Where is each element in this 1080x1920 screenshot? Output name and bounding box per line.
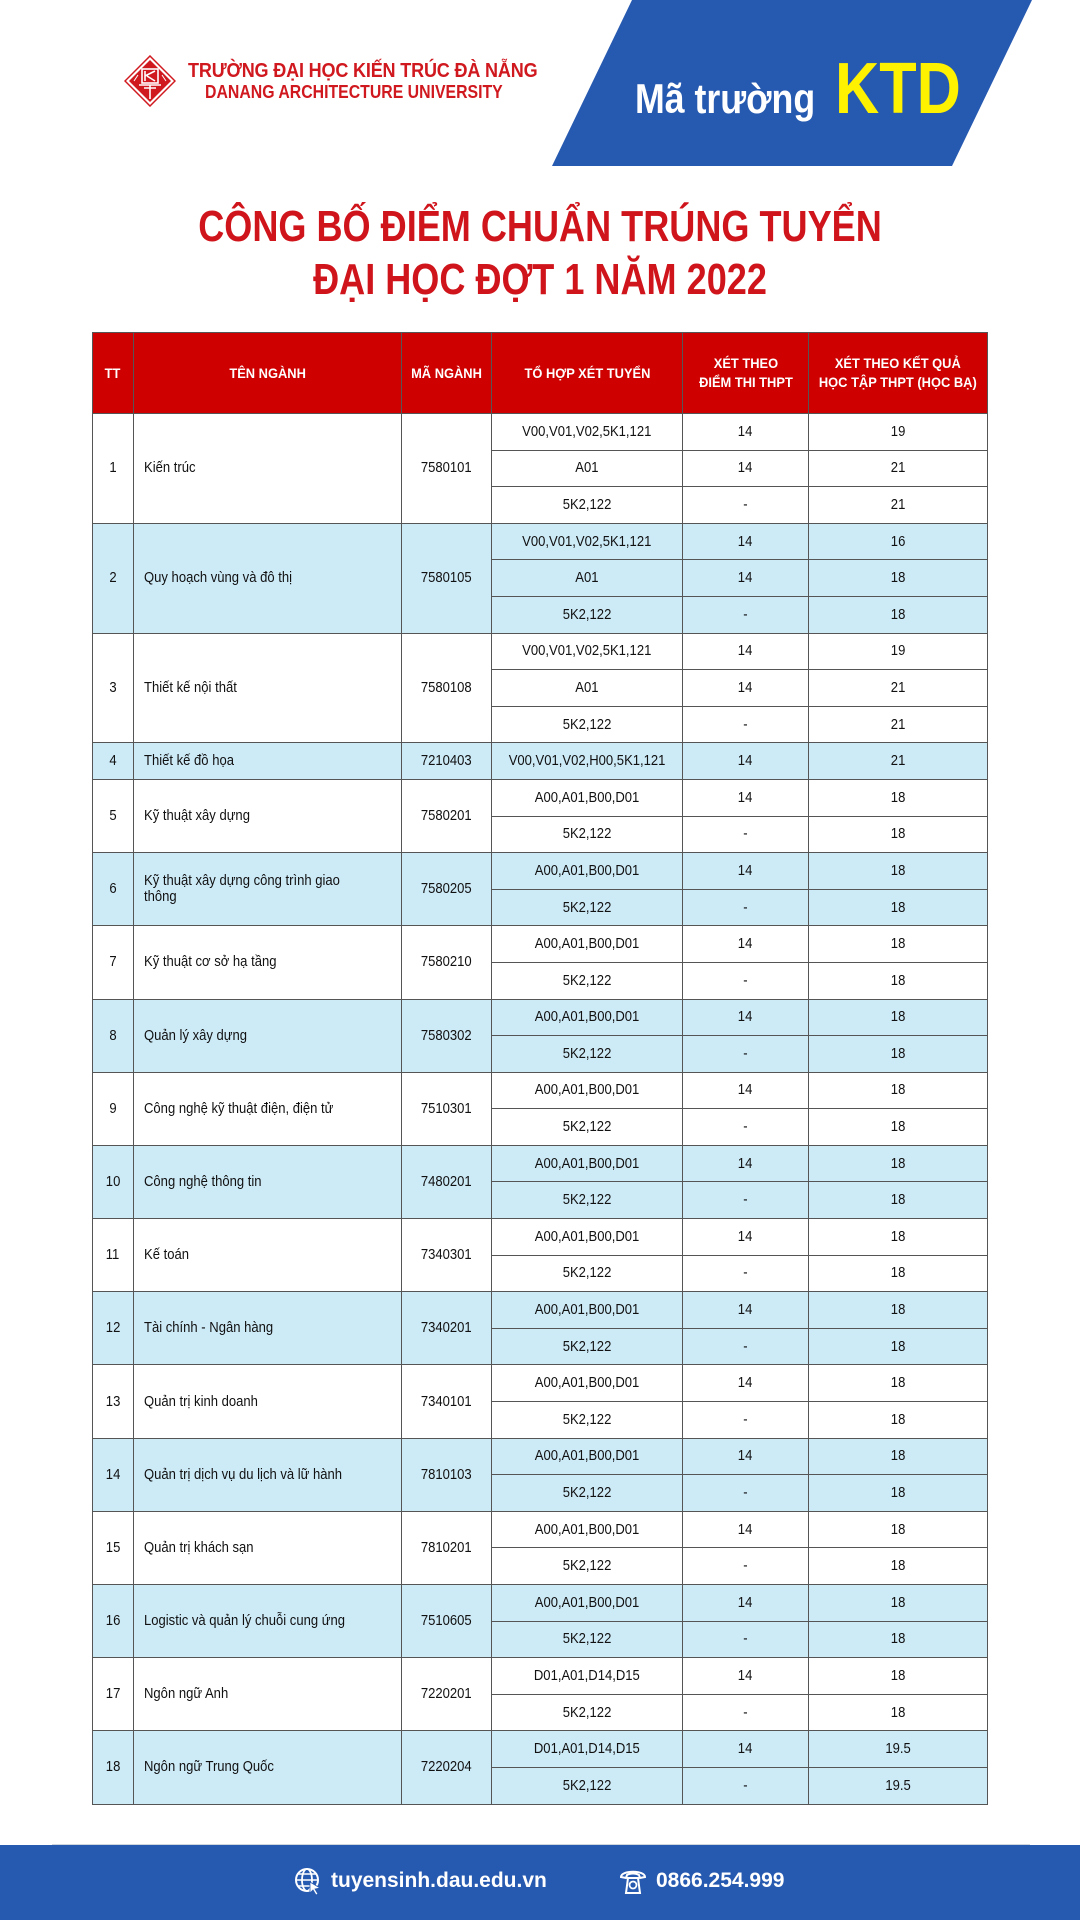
website-link[interactable]: tuyensinh.dau.edu.vn — [331, 1869, 547, 1892]
subject-combo: 5K2,122 — [492, 596, 683, 633]
hocba-score: 18 — [809, 596, 988, 633]
major-code: 7810103 — [402, 1438, 492, 1511]
subject-combo: V00,V01,V02,5K1,121 — [492, 414, 683, 451]
hocba-score: 18 — [809, 1585, 988, 1622]
row-number: 1 — [93, 414, 134, 524]
major-code: 7580210 — [402, 926, 492, 999]
thpt-score: 14 — [683, 670, 809, 707]
table-row — [93, 1219, 988, 1256]
thpt-score: 14 — [683, 1438, 809, 1475]
thpt-score: 14 — [683, 414, 809, 451]
subject-combo: 5K2,122 — [492, 1548, 683, 1585]
major-name: Kỹ thuật xây dựng công trình giao thông — [134, 853, 402, 926]
hocba-score: 18 — [809, 1072, 988, 1109]
thpt-score: 14 — [683, 1219, 809, 1256]
footer-phone[interactable] — [618, 1866, 784, 1896]
hocba-score: 18 — [809, 1621, 988, 1658]
hocba-score: 18 — [809, 779, 988, 816]
thpt-score: - — [683, 889, 809, 926]
thpt-score: - — [683, 1402, 809, 1439]
thpt-score: 14 — [683, 743, 809, 780]
table-row — [93, 633, 988, 670]
table-row — [93, 1292, 988, 1329]
row-number: 5 — [93, 779, 134, 852]
subject-combo: A00,A01,B00,D01 — [492, 1292, 683, 1329]
thpt-score: 14 — [683, 999, 809, 1036]
major-name: Công nghệ thông tin — [134, 1145, 402, 1218]
row-number: 4 — [93, 743, 134, 780]
thpt-score: 14 — [683, 1365, 809, 1402]
thpt-score: - — [683, 1328, 809, 1365]
thpt-score: - — [683, 962, 809, 999]
hocba-score: 21 — [809, 670, 988, 707]
school-code-block — [635, 48, 983, 130]
subject-combo: 5K2,122 — [492, 1767, 683, 1804]
thpt-score: 14 — [683, 1072, 809, 1109]
title-line-1: CÔNG BỐ ĐIỂM CHUẨN TRÚNG TUYỂN — [198, 202, 882, 251]
thpt-score: 14 — [683, 1145, 809, 1182]
university-logo-block — [124, 55, 585, 107]
hocba-score: 18 — [809, 1402, 988, 1439]
header-thpt-score: XÉT THEO ĐIỂM THI THPT — [683, 333, 809, 414]
thpt-score: - — [683, 1548, 809, 1585]
table-row — [93, 414, 988, 451]
row-number: 15 — [93, 1511, 134, 1584]
major-name: Logistic và quản lý chuỗi cung ứng — [134, 1585, 402, 1658]
table-row — [93, 779, 988, 816]
subject-combo: A00,A01,B00,D01 — [492, 1072, 683, 1109]
subject-combo: 5K2,122 — [492, 1109, 683, 1146]
major-code: 7340201 — [402, 1292, 492, 1365]
thpt-score: 14 — [683, 450, 809, 487]
hocba-score: 18 — [809, 1255, 988, 1292]
major-name: Kế toán — [134, 1219, 402, 1292]
subject-combo: 5K2,122 — [492, 1328, 683, 1365]
hocba-score: 19.5 — [809, 1731, 988, 1768]
row-number: 18 — [93, 1731, 134, 1804]
subject-combo: A00,A01,B00,D01 — [492, 1585, 683, 1622]
row-number: 12 — [93, 1292, 134, 1365]
thpt-score: 14 — [683, 1658, 809, 1695]
row-number: 13 — [93, 1365, 134, 1438]
hocba-score: 19.5 — [809, 1767, 988, 1804]
major-code: 7210403 — [402, 743, 492, 780]
hocba-score: 18 — [809, 1694, 988, 1731]
table-row — [93, 1585, 988, 1622]
thpt-score: 14 — [683, 926, 809, 963]
major-name: Quản trị khách sạn — [134, 1511, 402, 1584]
hocba-score: 18 — [809, 1548, 988, 1585]
subject-combo: 5K2,122 — [492, 1182, 683, 1219]
subject-combo: 5K2,122 — [492, 962, 683, 999]
subject-combo: 5K2,122 — [492, 1621, 683, 1658]
hocba-score: 18 — [809, 853, 988, 890]
subject-combo: 5K2,122 — [492, 1402, 683, 1439]
header-major-name: TÊN NGÀNH — [134, 333, 402, 414]
thpt-score: - — [683, 1109, 809, 1146]
school-code-label: Mã trường — [635, 75, 816, 122]
table-row — [93, 1438, 988, 1475]
subject-combo: A00,A01,B00,D01 — [492, 1511, 683, 1548]
phone-number[interactable]: 0866.254.999 — [656, 1869, 785, 1892]
hocba-score: 18 — [809, 962, 988, 999]
subject-combo: V00,V01,V02,H00,5K1,121 — [492, 743, 683, 780]
row-number: 9 — [93, 1072, 134, 1145]
major-code: 7580108 — [402, 633, 492, 743]
subject-combo: A00,A01,B00,D01 — [492, 1219, 683, 1256]
hocba-score: 18 — [809, 1658, 988, 1695]
major-name: Quản trị kinh doanh — [134, 1365, 402, 1438]
subject-combo: A01 — [492, 450, 683, 487]
row-number: 3 — [93, 633, 134, 743]
hocba-score: 18 — [809, 1182, 988, 1219]
table-row — [93, 853, 988, 890]
table-row — [93, 1365, 988, 1402]
row-number: 6 — [93, 853, 134, 926]
header-major-code: MÃ NGÀNH — [402, 333, 492, 414]
subject-combo: A00,A01,B00,D01 — [492, 779, 683, 816]
hocba-score: 18 — [809, 1109, 988, 1146]
thpt-score: - — [683, 1621, 809, 1658]
table-body — [93, 414, 988, 1805]
hocba-score: 16 — [809, 523, 988, 560]
row-number: 10 — [93, 1145, 134, 1218]
hocba-score: 18 — [809, 926, 988, 963]
thpt-score: 14 — [683, 853, 809, 890]
table-row — [93, 1731, 988, 1768]
telephone-icon — [618, 1866, 648, 1896]
page-title — [0, 200, 1080, 306]
subject-combo: D01,A01,D14,D15 — [492, 1731, 683, 1768]
hocba-score: 21 — [809, 450, 988, 487]
subject-combo: 5K2,122 — [492, 487, 683, 524]
hocba-score: 18 — [809, 1219, 988, 1256]
thpt-score: - — [683, 706, 809, 743]
thpt-score: 14 — [683, 1585, 809, 1622]
thpt-score: 14 — [683, 633, 809, 670]
globe-cursor-icon — [293, 1866, 323, 1896]
subject-combo: D01,A01,D14,D15 — [492, 1658, 683, 1695]
hocba-score: 18 — [809, 1328, 988, 1365]
major-name: Kỹ thuật xây dựng — [134, 779, 402, 852]
footer-website[interactable] — [293, 1866, 547, 1896]
subject-combo: 5K2,122 — [492, 1255, 683, 1292]
major-name: Quy hoạch vùng và đô thị — [134, 523, 402, 633]
subject-combo: 5K2,122 — [492, 706, 683, 743]
subject-combo: 5K2,122 — [492, 1036, 683, 1073]
thpt-score: 14 — [683, 779, 809, 816]
row-number: 8 — [93, 999, 134, 1072]
table-row — [93, 523, 988, 560]
hocba-score: 18 — [809, 560, 988, 597]
header-tt: TT — [93, 333, 134, 414]
thpt-score: - — [683, 1767, 809, 1804]
hocba-score: 19 — [809, 414, 988, 451]
hocba-score: 18 — [809, 889, 988, 926]
hocba-score: 18 — [809, 1145, 988, 1182]
header-subject-combo: TỔ HỢP XÉT TUYỂN — [492, 333, 683, 414]
university-name-en: DANANG ARCHITECTURE UNIVERSITY — [205, 82, 503, 103]
thpt-score: - — [683, 487, 809, 524]
major-name: Quản trị dịch vụ du lịch và lữ hành — [134, 1438, 402, 1511]
major-code: 7580302 — [402, 999, 492, 1072]
hocba-score: 18 — [809, 1036, 988, 1073]
hocba-score: 18 — [809, 1511, 988, 1548]
thpt-score: - — [683, 1036, 809, 1073]
hocba-score: 21 — [809, 487, 988, 524]
thpt-score: 14 — [683, 1511, 809, 1548]
major-name: Quản lý xây dựng — [134, 999, 402, 1072]
major-code: 7510301 — [402, 1072, 492, 1145]
subject-combo: V00,V01,V02,5K1,121 — [492, 523, 683, 560]
header-hocba-score: XÉT THEO KẾT QUẢ HỌC TẬP THPT (HỌC BẠ) — [809, 333, 988, 414]
table-row — [93, 1072, 988, 1109]
subject-combo: 5K2,122 — [492, 1475, 683, 1512]
major-name: Công nghệ kỹ thuật điện, điện tử — [134, 1072, 402, 1145]
subject-combo: A00,A01,B00,D01 — [492, 1365, 683, 1402]
row-number: 7 — [93, 926, 134, 999]
hocba-score: 18 — [809, 1475, 988, 1512]
major-code: 7580101 — [402, 414, 492, 524]
university-name-vi: TRƯỜNG ĐẠI HỌC KIẾN TRÚC ĐÀ NẴNG — [188, 58, 538, 82]
row-number: 2 — [93, 523, 134, 633]
subject-combo: A00,A01,B00,D01 — [492, 1145, 683, 1182]
subject-combo: A01 — [492, 560, 683, 597]
subject-combo: 5K2,122 — [492, 816, 683, 853]
major-name: Kiến trúc — [134, 414, 402, 524]
table-header-row — [93, 333, 988, 414]
hocba-score: 21 — [809, 743, 988, 780]
major-name: Kỹ thuật cơ sở hạ tầng — [134, 926, 402, 999]
thpt-score: - — [683, 1182, 809, 1219]
table-row — [93, 926, 988, 963]
thpt-score: 14 — [683, 560, 809, 597]
subject-combo: A00,A01,B00,D01 — [492, 1438, 683, 1475]
hocba-score: 21 — [809, 706, 988, 743]
table-row — [93, 1511, 988, 1548]
table-row — [93, 999, 988, 1036]
major-name: Tài chính - Ngân hàng — [134, 1292, 402, 1365]
row-number: 17 — [93, 1658, 134, 1731]
row-number: 11 — [93, 1219, 134, 1292]
hocba-score: 18 — [809, 1438, 988, 1475]
row-number: 16 — [93, 1585, 134, 1658]
major-code: 7510605 — [402, 1585, 492, 1658]
school-code: KTD — [834, 49, 961, 129]
hocba-score: 18 — [809, 999, 988, 1036]
major-name: Ngôn ngữ Anh — [134, 1658, 402, 1731]
row-number: 14 — [93, 1438, 134, 1511]
thpt-score: 14 — [683, 1731, 809, 1768]
major-name: Ngôn ngữ Trung Quốc — [134, 1731, 402, 1804]
thpt-score: 14 — [683, 523, 809, 560]
subject-combo: A01 — [492, 670, 683, 707]
university-logo-icon — [124, 55, 176, 107]
major-code: 7580201 — [402, 779, 492, 852]
thpt-score: - — [683, 1694, 809, 1731]
major-code: 7340101 — [402, 1365, 492, 1438]
hocba-score: 18 — [809, 1292, 988, 1329]
subject-combo: A00,A01,B00,D01 — [492, 999, 683, 1036]
thpt-score: - — [683, 1255, 809, 1292]
hocba-score: 19 — [809, 633, 988, 670]
table-row — [93, 1145, 988, 1182]
major-code: 7580205 — [402, 853, 492, 926]
hocba-score: 18 — [809, 816, 988, 853]
thpt-score: - — [683, 816, 809, 853]
thpt-score: 14 — [683, 1292, 809, 1329]
major-code: 7480201 — [402, 1145, 492, 1218]
subject-combo: 5K2,122 — [492, 889, 683, 926]
major-name: Thiết kế đồ họa — [134, 743, 402, 780]
thpt-score: - — [683, 596, 809, 633]
major-code: 7340301 — [402, 1219, 492, 1292]
title-line-2: ĐẠI HỌC ĐỢT 1 NĂM 2022 — [313, 255, 767, 304]
admission-scores-table — [92, 332, 988, 1805]
major-code: 7220204 — [402, 1731, 492, 1804]
major-code: 7810201 — [402, 1511, 492, 1584]
major-code: 7580105 — [402, 523, 492, 633]
subject-combo: A00,A01,B00,D01 — [492, 853, 683, 890]
major-name: Thiết kế nội thất — [134, 633, 402, 743]
subject-combo: 5K2,122 — [492, 1694, 683, 1731]
subject-combo: A00,A01,B00,D01 — [492, 926, 683, 963]
hocba-score: 18 — [809, 1365, 988, 1402]
thpt-score: - — [683, 1475, 809, 1512]
table-row — [93, 1658, 988, 1695]
table-row — [93, 743, 988, 780]
major-code: 7220201 — [402, 1658, 492, 1731]
subject-combo: V00,V01,V02,5K1,121 — [492, 633, 683, 670]
